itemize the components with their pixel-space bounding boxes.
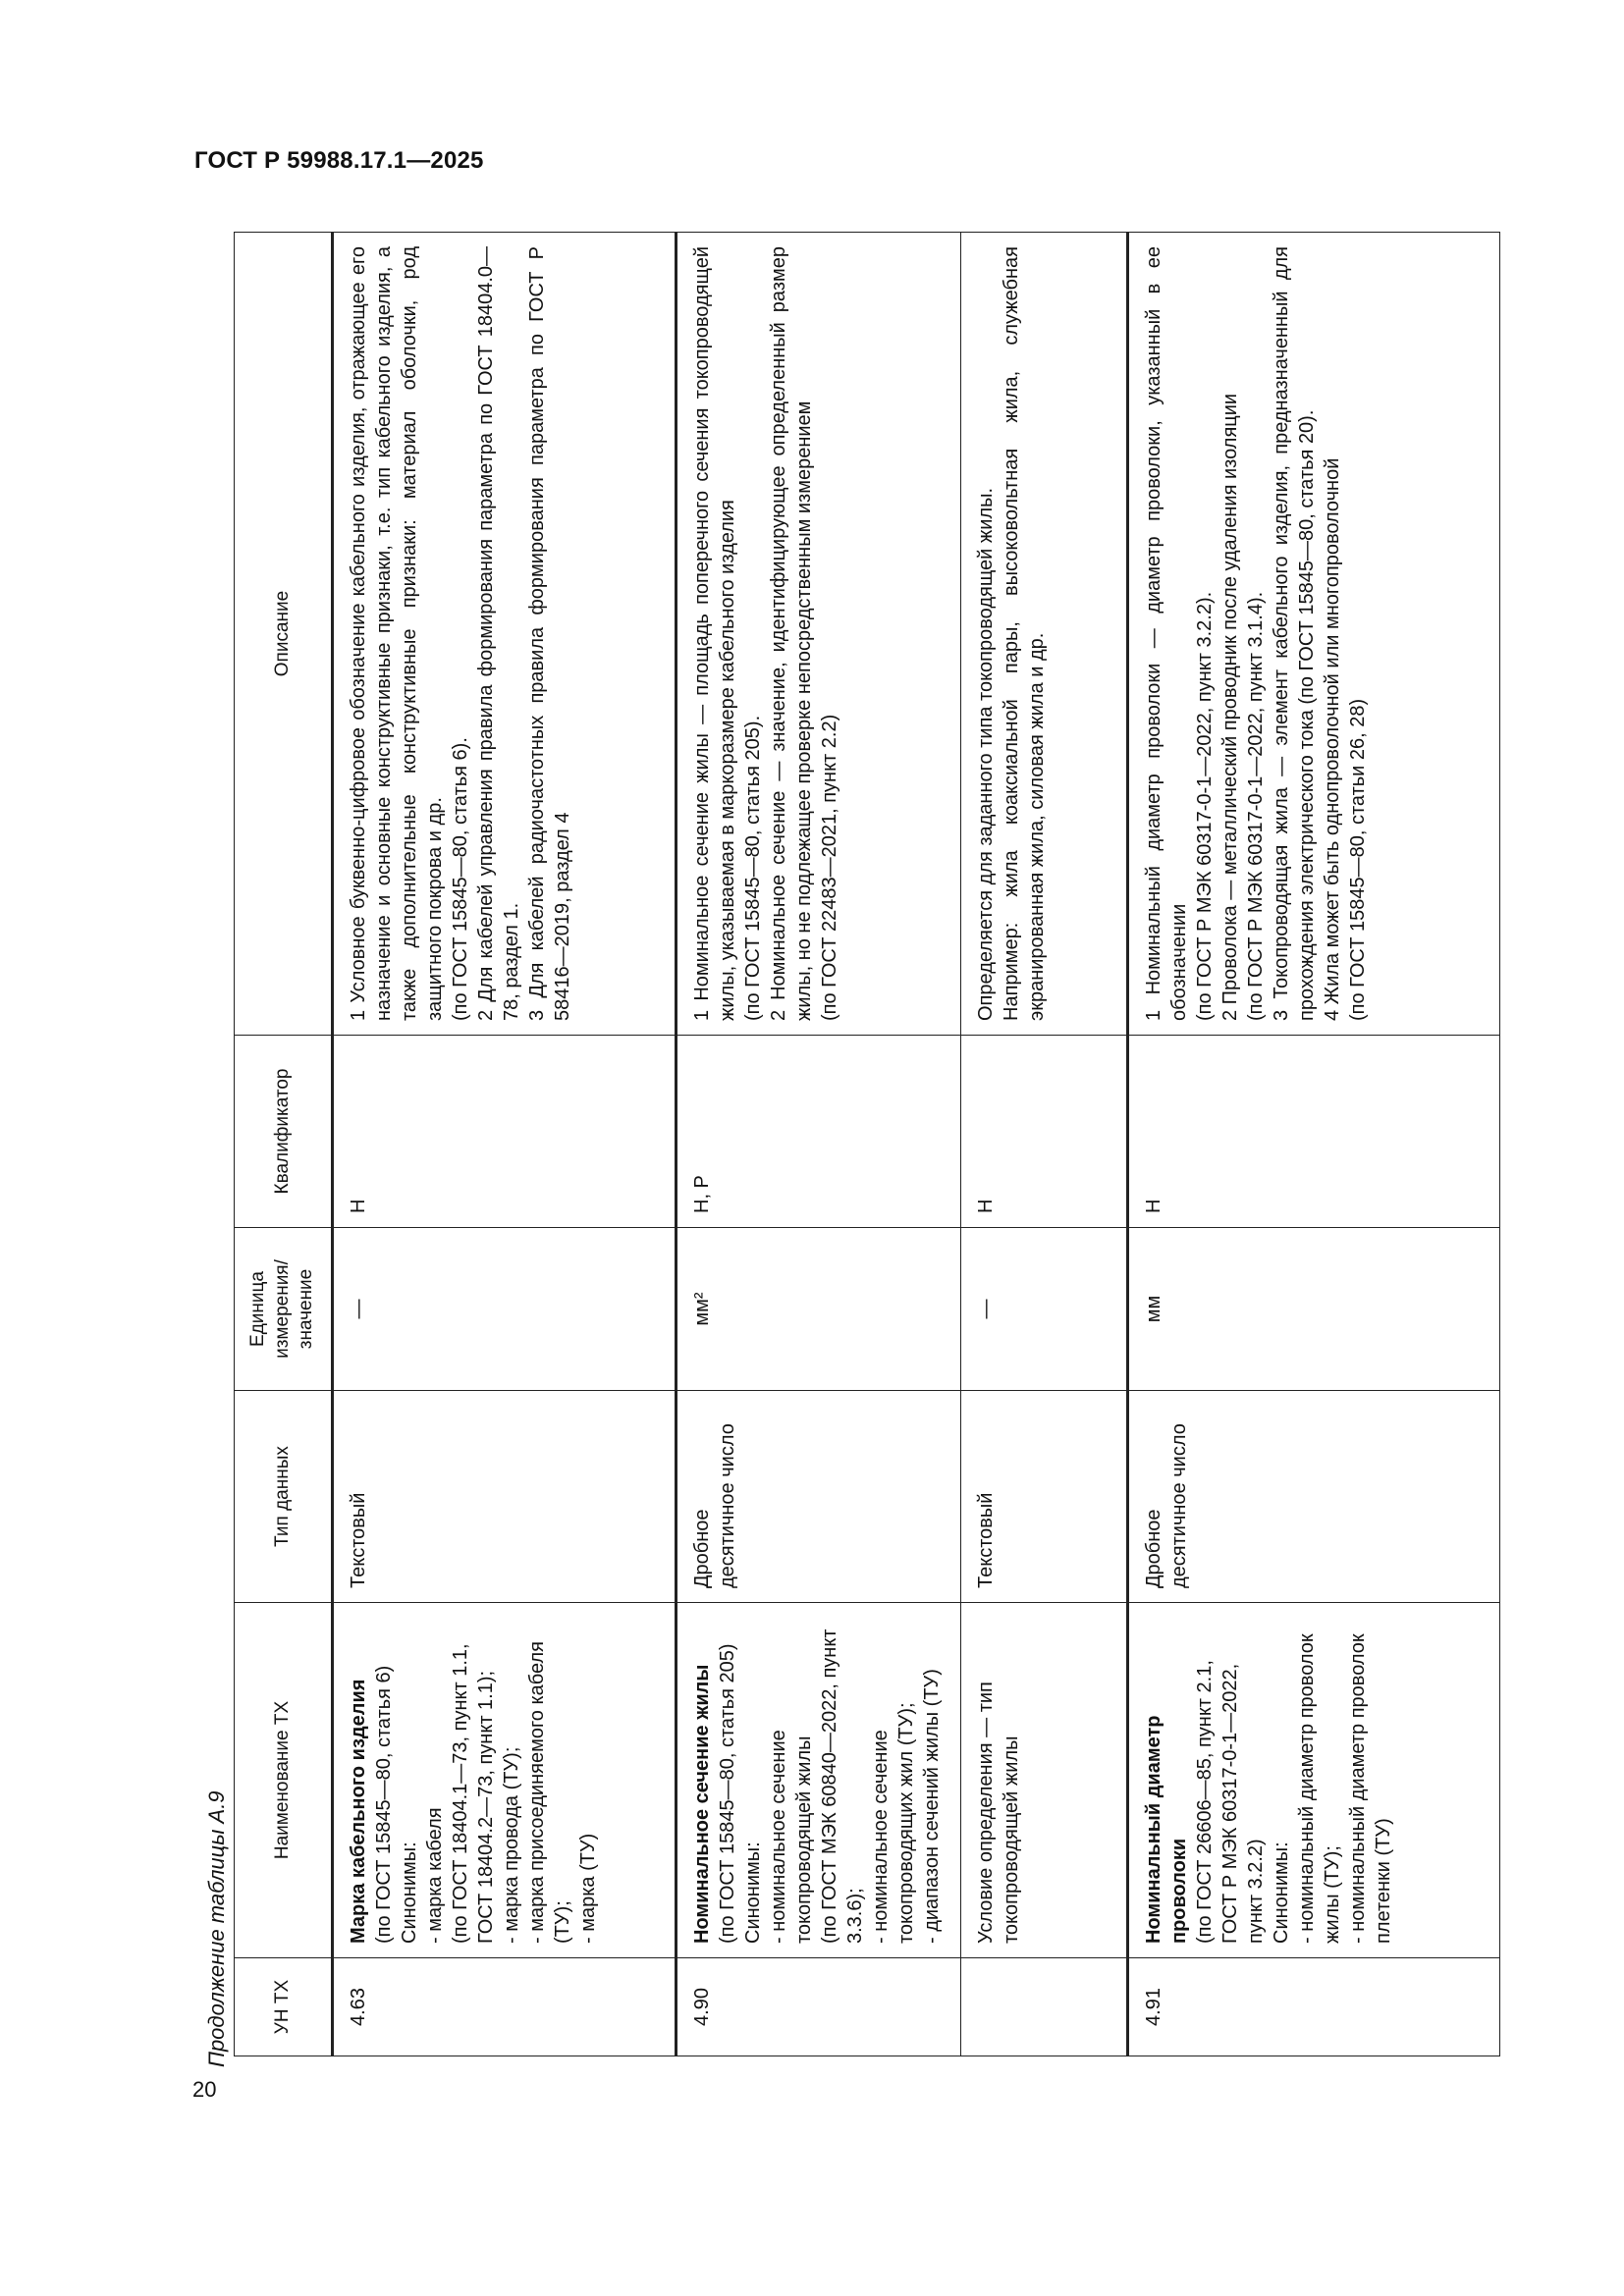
page-number: 20 bbox=[192, 2077, 217, 2102]
description-line: 1 Номинальное сечение жилы — площадь поперечного сечения токопроводящей жилы, указываемая в маркоразмере кабельного изделия bbox=[691, 246, 738, 1021]
description-line: 2 Номинальное сечение — значение, идентифицирующее определенный размер жилы, но не подлежащее проверке непосредственным измерением bbox=[768, 246, 815, 1021]
table-row bbox=[1128, 233, 1500, 2056]
row-description-cell bbox=[961, 233, 1128, 1036]
row-name-title: Номинальное сечение жилы bbox=[691, 1664, 713, 1944]
row-name-title: Номинальный диаметр проволоки bbox=[1143, 1715, 1190, 1944]
row-name-cell bbox=[1128, 1603, 1500, 1958]
row-unit: мм bbox=[1128, 1228, 1500, 1391]
row-name-cell bbox=[961, 1603, 1128, 1958]
row-qualifier: Н, Р bbox=[677, 1036, 961, 1228]
table-header-row bbox=[235, 233, 333, 2056]
description-line: 1 Номинальный диаметр проволоки — диаметр проволоки, указанный в ее обозначении bbox=[1143, 246, 1190, 1021]
description-line: (по ГОСТ 15845—80, статья 6). bbox=[450, 737, 471, 1021]
row-name-line: Условие определения — тип токопроводящей жилы bbox=[975, 1682, 1022, 1944]
row-name-line: (по ГОСТ МЭК 60840—2022, пункт 3.3.6); bbox=[819, 1629, 866, 1944]
description-line: (по ГОСТ 22483—2021, пункт 2.2) bbox=[819, 714, 840, 1021]
row-name-line: - номинальное сечение токопроводящей жилы bbox=[768, 1730, 815, 1944]
row-name-line: - марка присоединяемого кабеля (ТУ); bbox=[526, 1641, 573, 1944]
rotated-table-container bbox=[234, 233, 1500, 2056]
row-name-line: Синонимы: bbox=[1271, 1842, 1292, 1944]
row-name-line: (по ГОСТ 15845—80, статья 205) bbox=[717, 1643, 738, 1944]
row-code: 4.90 bbox=[677, 1958, 961, 2056]
description-line: 2 Для кабелей управления правила формирования параметра по ГОСТ 18404.0—78, раздел 1. bbox=[475, 246, 522, 1021]
description-line: 2 Проволока — металлический проводник после удаления изоляции bbox=[1219, 393, 1241, 1021]
row-code bbox=[961, 1958, 1128, 2056]
description-line: (по ГОСТ Р МЭК 60317-0-1—2022, пункт 3.1.4). bbox=[1245, 591, 1267, 1021]
row-unit: — bbox=[333, 1228, 677, 1391]
row-name-line: - диапазон сечений жилы (ТУ) bbox=[921, 1669, 943, 1944]
characteristics-table bbox=[234, 232, 1500, 2056]
row-qualifier: Н bbox=[1128, 1036, 1500, 1228]
row-name-line: - номинальный диаметр проволок жилы (ТУ); bbox=[1296, 1633, 1343, 1944]
column-header: УН ТХ bbox=[235, 1958, 333, 2056]
row-unit: мм² bbox=[677, 1228, 961, 1391]
row-code: 4.91 bbox=[1128, 1958, 1500, 2056]
row-code: 4.63 bbox=[333, 1958, 677, 2056]
row-description-cell bbox=[1128, 233, 1500, 1036]
row-name-line: (по ГОСТ 26606—85, пункт 2.1, ГОСТ Р МЭК 60317-0-1—2022, пункт 3.2.2) bbox=[1194, 1660, 1267, 1944]
row-data-type: Текстовый bbox=[333, 1391, 677, 1603]
row-data-type: Дробное десятичное число bbox=[677, 1391, 961, 1603]
column-header: Наименование ТХ bbox=[235, 1603, 333, 1958]
description-line: 3 Токопроводящая жила — элемент кабельного изделия, предназначенный для прохождения электрического тока (по ГОСТ 15845—80, статья 20). bbox=[1271, 246, 1318, 1021]
column-header: Тип данных bbox=[235, 1391, 333, 1603]
row-data-type: Текстовый bbox=[961, 1391, 1128, 1603]
description-line: (по ГОСТ 15845—80, статья 205). bbox=[742, 715, 764, 1021]
description-line: 4 Жила может быть однопроволочной или многопроволочной bbox=[1322, 457, 1343, 1021]
table-row bbox=[333, 233, 677, 2056]
row-name-line: (по ГОСТ 18404.1—73, пункт 1.1, ГОСТ 18404.2—73, пункт 1.1); bbox=[450, 1643, 497, 1944]
row-name-line: Синонимы: bbox=[399, 1842, 420, 1944]
row-name-line: - марка (ТУ) bbox=[577, 1833, 599, 1944]
description-line: 1 Условное буквенно-цифровое обозначение кабельного изделия, отражающее его назначение и основные конструктивные признаки, т.е. тип кабельного изделия, а также дополнительные конструктивные признаки: материал оболочки, род защитного покрова и др. bbox=[348, 246, 446, 1021]
table-row bbox=[677, 233, 961, 2056]
description-line: 3 Для кабелей радиочастотных правила формирования параметра по ГОСТ Р 58416—2019, раздел 4 bbox=[526, 246, 573, 1021]
row-data-type: Дробное десятичное число bbox=[1128, 1391, 1500, 1603]
table-caption: Продолжение таблицы А.9 bbox=[204, 1790, 229, 2067]
row-qualifier: Н bbox=[333, 1036, 677, 1228]
column-header: Квалификатор bbox=[235, 1036, 333, 1228]
row-name-line: - марка кабеля bbox=[424, 1807, 446, 1944]
document-header: ГОСТ Р 59988.17.1—2025 bbox=[194, 147, 484, 174]
column-header: Единица измерения/ значение bbox=[235, 1228, 333, 1391]
description-line: Например: жила коаксиальной пары, высоковольтная жила, служебная экранированная жила, силовая жила и др. bbox=[1001, 246, 1048, 1021]
row-name-cell bbox=[677, 1603, 961, 1958]
table-row bbox=[961, 233, 1128, 2056]
row-name-line: - номинальное сечение токопроводящих жил (ТУ); bbox=[870, 1702, 917, 1944]
row-name-line: - номинальный диаметр проволок плетенки (ТУ) bbox=[1347, 1633, 1394, 1944]
row-name-cell bbox=[333, 1603, 677, 1958]
row-name-line: - марка провода (ТУ); bbox=[501, 1746, 522, 1944]
row-name-line: (по ГОСТ 15845—80, статья 6) bbox=[373, 1665, 395, 1944]
description-line: Определяется для заданного типа токопроводящей жилы. bbox=[975, 487, 997, 1021]
row-description-cell bbox=[333, 233, 677, 1036]
row-name-title: Марка кабельного изделия bbox=[348, 1679, 369, 1944]
row-unit: — bbox=[961, 1228, 1128, 1391]
row-name-line: Синонимы: bbox=[742, 1842, 764, 1944]
description-line: (по ГОСТ Р МЭК 60317-0-1—2022, пункт 3.2.2). bbox=[1194, 591, 1216, 1021]
column-header: Описание bbox=[235, 233, 333, 1036]
row-qualifier: Н bbox=[961, 1036, 1128, 1228]
row-description-cell bbox=[677, 233, 961, 1036]
description-line: (по ГОСТ 15845—80, статьи 26, 28) bbox=[1347, 698, 1369, 1021]
